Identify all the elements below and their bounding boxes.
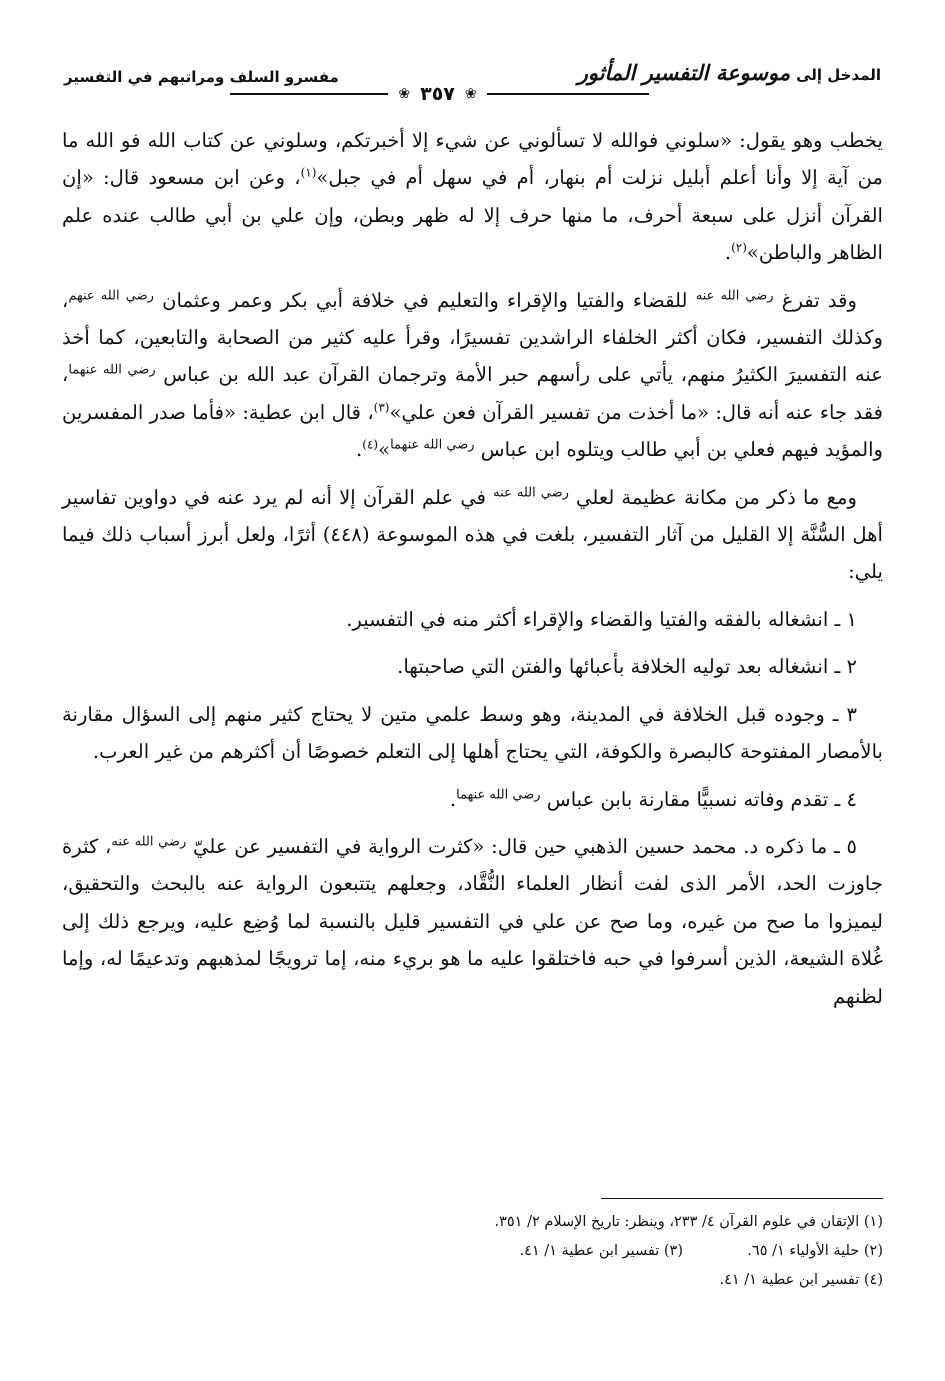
footnote-ref: (١) bbox=[300, 165, 317, 180]
footnote-ref: (٣) bbox=[373, 400, 390, 415]
text-span: ٤ ـ تقدم وفاته نسبيًّا مقارنة بابن عباس bbox=[540, 787, 857, 811]
paragraph bbox=[62, 282, 883, 469]
honorific-icon: رضي الله عنهم bbox=[68, 288, 154, 304]
book-title bbox=[578, 60, 881, 85]
footnote-ref: (٤) bbox=[362, 437, 379, 452]
paragraph bbox=[62, 122, 883, 272]
footnote: (٤) تفسير ابن عطية ١/ ٤١. bbox=[719, 1272, 883, 1288]
paragraph bbox=[62, 479, 883, 591]
footnote: (٢) حلية الأولياء ١/ ٦٥. bbox=[747, 1243, 883, 1259]
footnote-row bbox=[62, 1237, 883, 1266]
honorific-icon: رضي الله عنهما bbox=[390, 437, 475, 453]
list-item: ١ ـ انشغاله بالفقه والفتيا والقضاء والإقراء أكثر منه في التفسير. bbox=[346, 607, 857, 631]
text-span: ، وعن ابن مسعود قال: «إن القرآن أنزل على سبعة أحرف، ما منها حرف إلا له ظهر وبطن، وإن علي بن أبي طالب عنده علم الظاهر والباطن» bbox=[62, 166, 883, 265]
header-rule-left bbox=[230, 93, 388, 95]
running-header bbox=[62, 56, 883, 105]
text-span: . bbox=[449, 787, 457, 811]
main-text bbox=[62, 122, 883, 1025]
text-span: ، فقد جاء عنه أنه قال: «ما أخذت من تفسير القرآن فعن علي» bbox=[62, 363, 883, 424]
text-span: يخطب وهو يقول: «سلوني فوالله لا تسألوني عن شيء إلا أخبرتكم، وسلوني عن كتاب الله فو الله ما من آية إلا وأنا أعلم أبليل نزلت أم بنهار، أم في سهل أم في جبل» bbox=[62, 129, 883, 190]
list-item bbox=[62, 828, 883, 1015]
honorific-icon: رضي الله عنه bbox=[695, 288, 774, 304]
text-span: . bbox=[724, 241, 732, 265]
list-item bbox=[62, 781, 883, 818]
ornament-icon: ❀ bbox=[398, 86, 411, 102]
book-series-title: موسوعة التفسير المأثور bbox=[577, 60, 791, 85]
list-item: ٣ ـ وجوده قبل الخلافة في المدينة، وهو وسط علمي متين لا يحتاج كثير منهم إلى السؤال مقارنة بالأمصار المفتوحة كالبصرة والكوفة، التي يحتاج أهلها إلى التعلم خصوصًا أن أكثرهم من غير العرب. bbox=[62, 702, 883, 764]
list-item: ٢ ـ انشغاله بعد توليه الخلافة بأعبائها والفتن التي صاحبتها. bbox=[397, 655, 857, 679]
text-span: » bbox=[378, 438, 391, 462]
honorific-icon: رضي الله عنه bbox=[493, 485, 569, 501]
text-span: ومع ما ذكر من مكانة عظيمة لعلي bbox=[568, 485, 857, 509]
text-span: في علم القرآن إلا أنه لم يرد عنه في دواوين تفاسير أهل السُّنَّة إلا القليل من آثار التفسير، بلغت في هذه الموسوعة (٤٤٨) أثرًا، ولعل أبرز أسباب ذلك فيما يلي: bbox=[62, 485, 883, 584]
footnote-ref: (٢) bbox=[731, 240, 747, 255]
footnotes bbox=[62, 1208, 883, 1295]
page-number-row bbox=[62, 82, 883, 105]
text-span: ٥ ـ ما ذكره د. محمد حسين الذهبي حين قال: «كثرت الرواية في التفسير عن عليّ bbox=[186, 834, 858, 858]
text-span: للقضاء والفتيا والإقراء والتعليم في خلافة أبي بكر وعمر وعثمان bbox=[153, 288, 696, 312]
honorific-icon: رضي الله عنهما bbox=[68, 362, 156, 378]
footnote-divider bbox=[601, 1198, 883, 1199]
text-span: ، قال ابن عطية: «فأما صدر المفسرين والمؤيد فيهم فعلي بن أبي طالب ويتلوه ابن عباس bbox=[62, 400, 883, 462]
text-span: ، كثرة جاوزت الحد، الأمر الذى لفت أنظار العلماء النُّقَّاد، وجعلهم يتتبعون الرواية عنه بالبحث والتحقيق، ليميزوا ما صح من غيره، وما صح عن علي في التفسير قليل بالنسبة لما وُضِع عليه، ويرجع ذلك إلى غُلاة الشيعة، الذين أسرفوا في حبه فاختلقوا عليه ما هو بريء منه، إما ترويجًا لمذهبهم وتدعيمًا له، وإما لظنهم bbox=[62, 834, 883, 1008]
honorific-icon: رضي الله عنهما bbox=[456, 786, 541, 802]
footnote: (١) الإتقان في علوم القرآن ٤/ ٢٣٣، وينظر: تاريخ الإسلام ٢/ ٣٥١. bbox=[494, 1214, 883, 1230]
honorific-icon: رضي الله عنه bbox=[111, 834, 187, 850]
text-span: . bbox=[356, 438, 363, 462]
text-span: ، وكذلك التفسير، فكان أكثر الخلفاء الراشدين تفسيرًا، وقرأ عليه كثير من الصحابة والتابعين، كما أخذ عنه التفسيرَ الكثيرُ منهم، يأتي على رأسهم حبر الأمة وترجمان القرآن عبد الله بن عباس bbox=[62, 288, 883, 387]
text-span: وقد تفرغ bbox=[773, 288, 858, 312]
chapter-title: مفسرو السلف ومراتبهم في التفسير bbox=[64, 68, 339, 86]
book-title-intro: المدخل إلى bbox=[796, 66, 881, 84]
page-number: ٣٥٧ bbox=[420, 82, 455, 105]
page bbox=[62, 0, 883, 1381]
footnote: (٣) تفسير ابن عطية ١/ ٤١. bbox=[519, 1243, 683, 1259]
ornament-icon: ❀ bbox=[464, 86, 477, 102]
header-rule-right bbox=[487, 93, 649, 95]
